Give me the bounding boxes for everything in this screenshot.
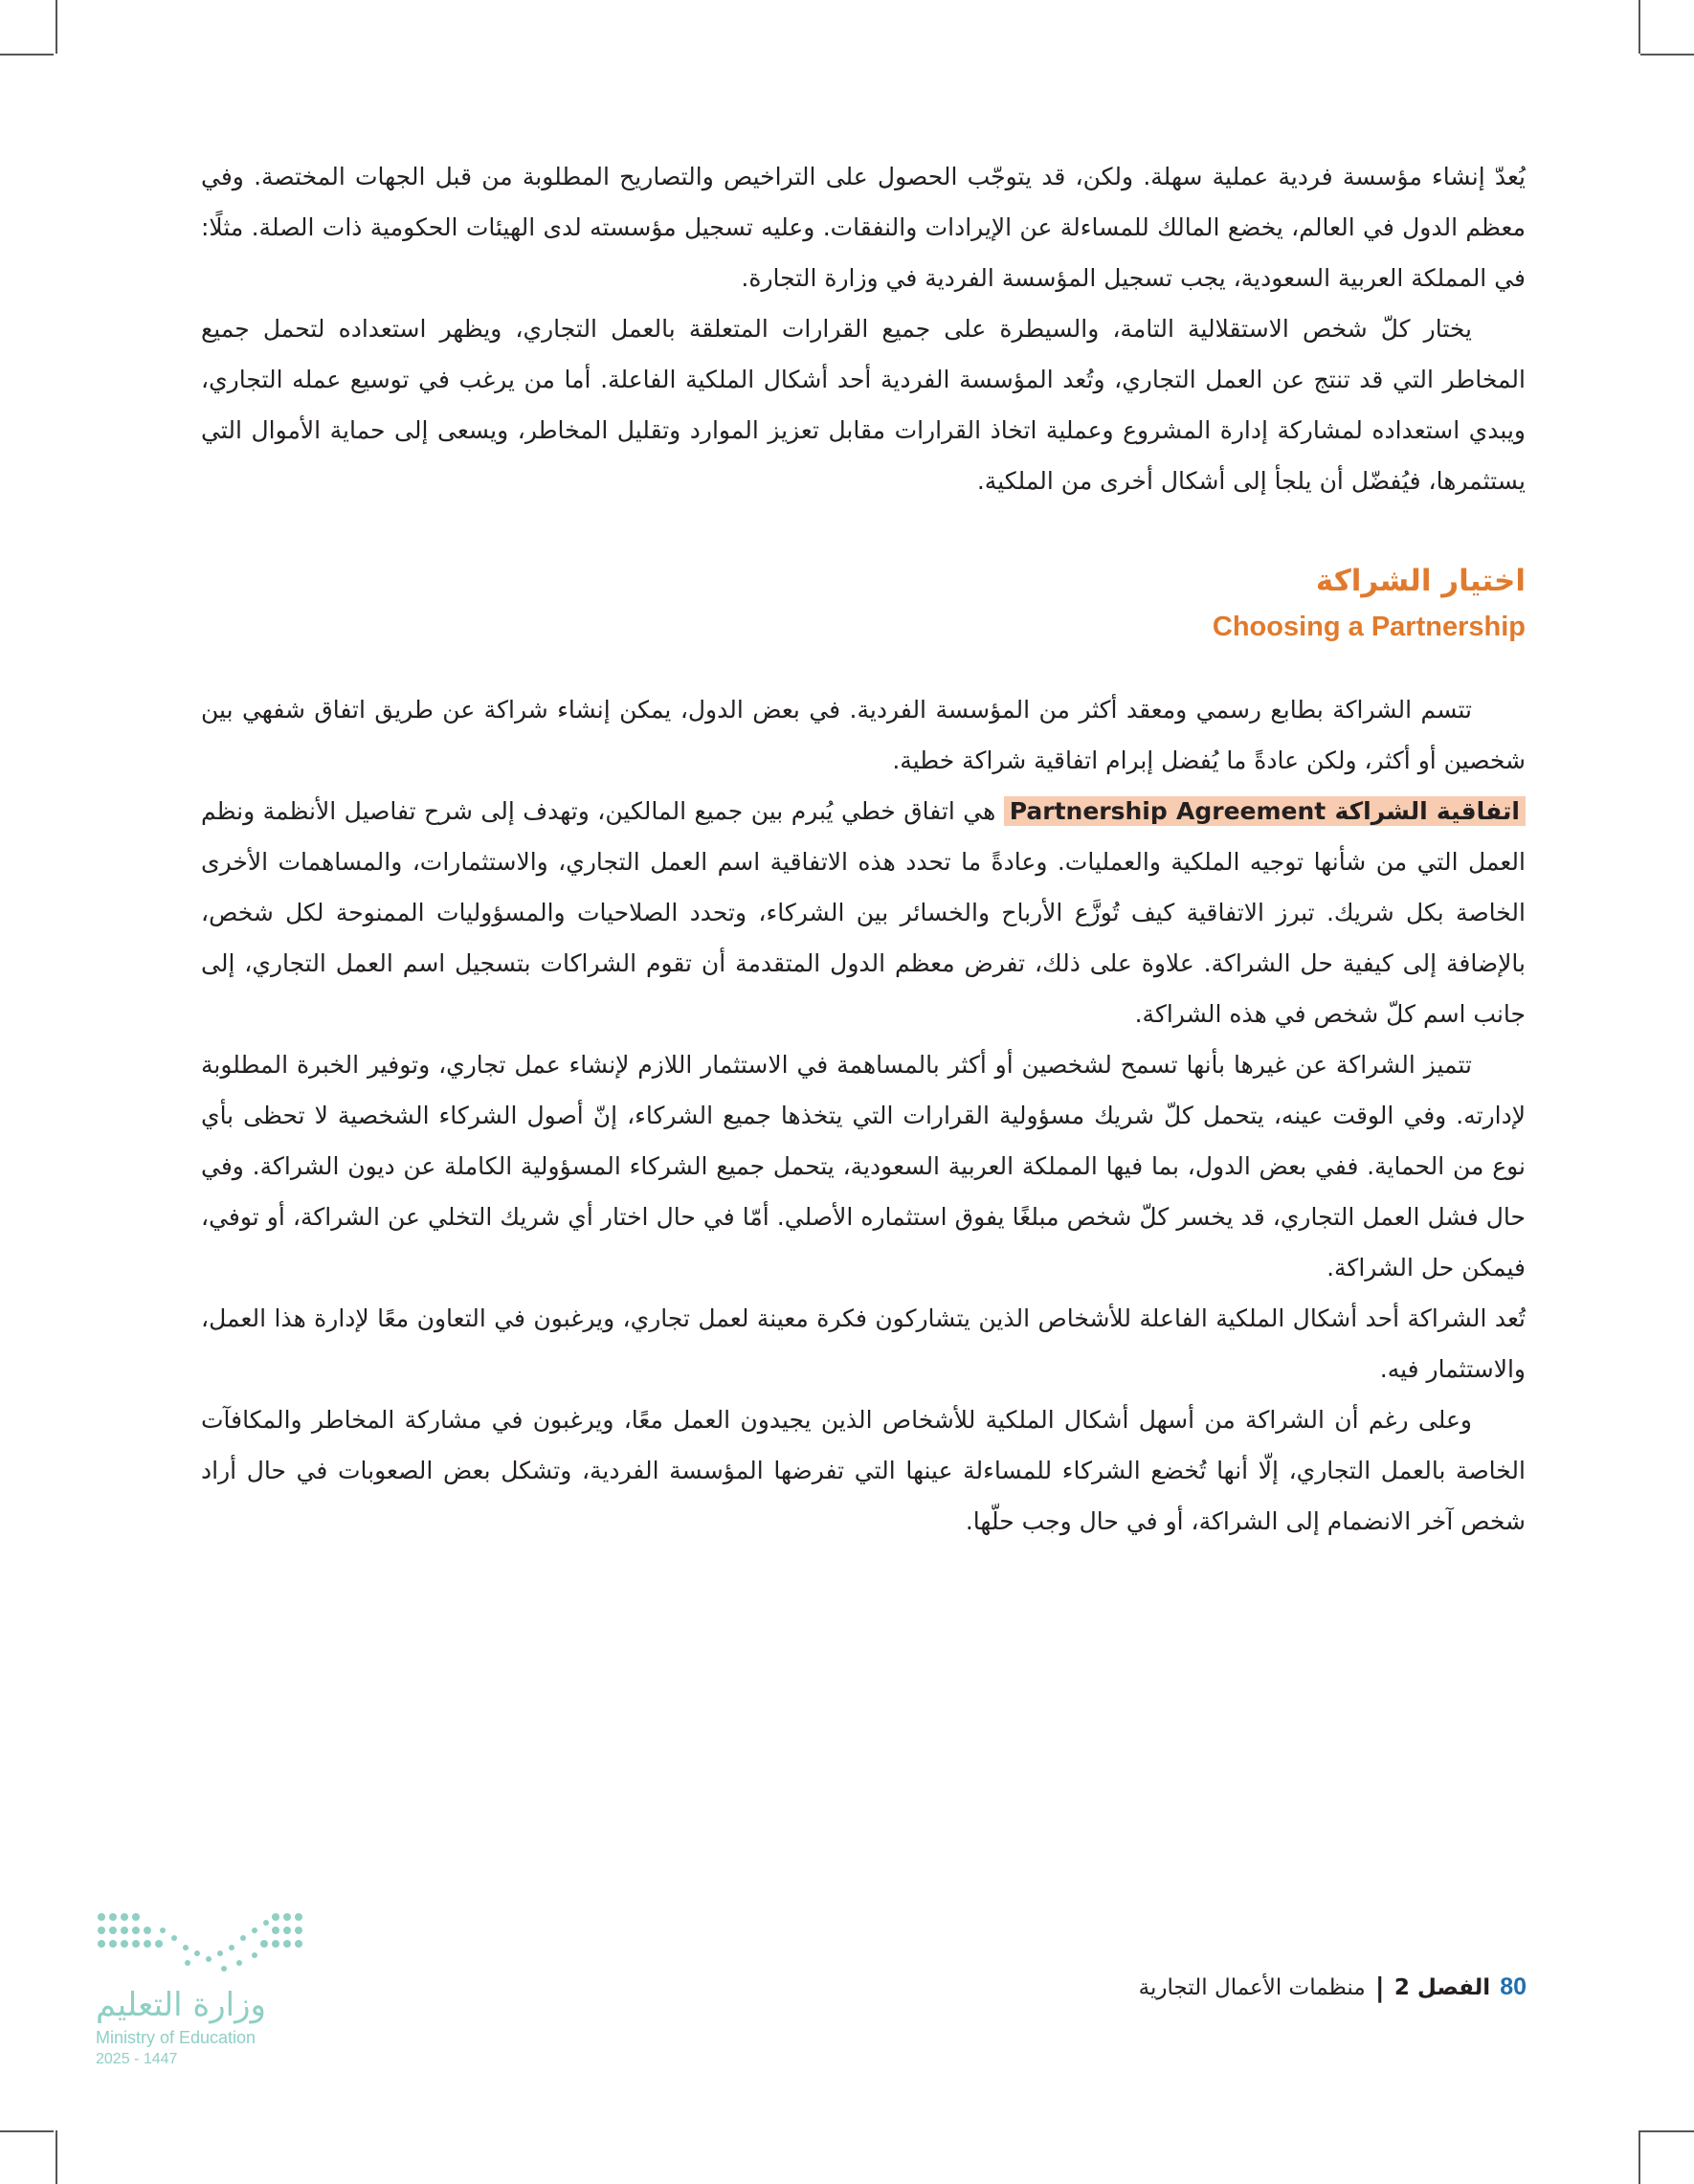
key-term-en: Partnership Agreement <box>1009 797 1326 825</box>
paragraph: تتسم الشراكة بطابع رسمي ومعقد أكثر من المؤسسة الفردية. في بعض الدول، يمكن إنشاء شراكة عن طريق اتفاق شفهي بين شخصين أو أكثر، ولكن عادةً ما يُفضل إبرام اتفاقية شراكة خطية. <box>201 696 1526 774</box>
section-title-ar: اختيار الشراكة <box>1315 564 1526 598</box>
section-title-en: Choosing a Partnership <box>1212 612 1526 642</box>
crop-mark <box>56 2130 57 2184</box>
paragraph: تُعد الشراكة أحد أشكال الملكية الفاعلة للأشخاص الذين يتشاركون فكرة معينة لعمل تجاري، ويرغبون في التعاون معًا لإدارة هذا العمل، والاستثمار فيه. <box>201 1304 1526 1383</box>
definition-paragraph <box>201 786 1526 1039</box>
crop-mark <box>1638 0 1640 54</box>
paragraph: وعلى رغم أن الشراكة من أسهل أشكال الملكية للأشخاص الذين يجيدون العمل معًا، ويرغبون في مشاركة المخاطر والمكافآت الخاصة بالعمل التجاري، إلّا أنها تُخضع الشركاء للمساءلة عينها التي تفرضها المؤسسة الفردية، وتشكل بعض الصعوبات في حال أراد شخص آخر الانضمام إلى الشراكة، أو في حال وجب حلّها. <box>201 1406 1526 1535</box>
paragraph: يختار كلّ شخص الاستقلالية التامة، والسيطرة على جميع القرارات المتعلقة بالعمل التجاري، ويظهر استعداده لتحمل جميع المخاطر التي قد تنتج عن العمل التجاري، وتُعد المؤسسة الفردية أحد أشكال الملكية الفاعلة. أما من يرغب في توسيع عمله التجاري، ويبدي استعداده لمشاركة إدارة المشروع وعملية اتخاذ القرارات مقابل تعزيز الموارد وتقليل المخاطر، ويسعى إلى حماية الأموال التي يستثمرها، فيُفضّل أن يلجأ إلى أشكال أخرى من الملكية. <box>201 315 1526 495</box>
crop-mark <box>1640 54 1694 56</box>
crop-mark <box>1640 2130 1694 2132</box>
crop-mark <box>0 2130 54 2132</box>
page-number: 80 <box>1500 1973 1527 2000</box>
definition-text: هي اتفاق خطي يُبرم بين جميع المالكين، وتهدف إلى شرح تفاصيل الأنظمة ونظم العمل التي من شأنها توجيه الملكية والعمليات. وعادةً ما تحدد هذه الاتفاقية اسم العمل التجاري، والاستثمارات، والمساهمات الأخرى الخاصة بكل شريك. تبرز الاتفاقية كيف تُوزَّع الأرباح والخسائر بين الشركاء، وتحدد الصلاحيات والمسؤوليات الممنوحة لكل شخص، بالإضافة إلى كيفية حل الشراكة. علاوة على ذلك، تفرض معظم الدول المتقدمة أن تقوم الشراكات بتسجيل اسم العمل التجاري، إلى جانب اسم كلّ شخص في هذه الشراكة. <box>201 797 1526 1028</box>
page-content <box>201 151 1526 1547</box>
paragraph: يُعدّ إنشاء مؤسسة فردية عملية سهلة. ولكن، قد يتوجّب الحصول على التراخيص والتصاريح المطلوبة من قبل الجهات المختصة. وفي معظم الدول في العالم، يخضع المالك للمساءلة عن الإيرادات والنفقات. وعليه تسجيل مؤسسته لدى الهيئات الحكومية ذات الصلة. مثلًا: في المملكة العربية السعودية، يجب تسجيل المؤسسة الفردية في وزارة التجارة. <box>201 163 1526 292</box>
ministry-logo <box>96 1909 316 2067</box>
paragraph: تتميز الشراكة عن غيرها بأنها تسمح لشخصين أو أكثر بالمساهمة في الاستثمار اللازم لإنشاء عمل تجاري، وتوفير الخبرة المطلوبة لإدارته. وفي الوقت عينه، يتحمل كلّ شريك مسؤولية القرارات التي يتخذها جميع الشركاء، إنّ أصول الشركاء الشخصية لا تحظى بأي نوع من الحماية. ففي بعض الدول، بما فيها المملكة العربية السعودية، يتحمل جميع الشركاء المسؤولية الكاملة عن ديون الشراكة. وفي حال فشل العمل التجاري، قد يخسر كلّ شخص مبلغًا يفوق استثماره الأصلي. أمّا في حال اختار أي شريك التخلي عن الشراكة، أو توفي، فيمكن حل الشراكة. <box>201 1051 1526 1281</box>
crop-mark <box>0 54 54 56</box>
key-term-highlight <box>1004 796 1526 826</box>
logo-dots-icon <box>96 1909 306 1981</box>
crop-mark <box>56 0 57 54</box>
logo-name-ar: وزارة التعليم <box>96 1986 266 2024</box>
crop-mark <box>1638 2130 1640 2184</box>
logo-name-en: Ministry of Education <box>96 2028 256 2047</box>
footer-separator: | <box>1374 1972 1385 2003</box>
section-heading <box>201 560 1526 648</box>
key-term-ar: اتفاقية الشراكة <box>1334 797 1520 825</box>
logo-year: 2025 - 1447 <box>96 2051 178 2067</box>
chapter-label: الفصل 2 <box>1393 1974 1491 2000</box>
page-footer <box>1139 1972 1527 2003</box>
chapter-title: منظمات الأعمال التجارية <box>1138 1974 1366 2000</box>
